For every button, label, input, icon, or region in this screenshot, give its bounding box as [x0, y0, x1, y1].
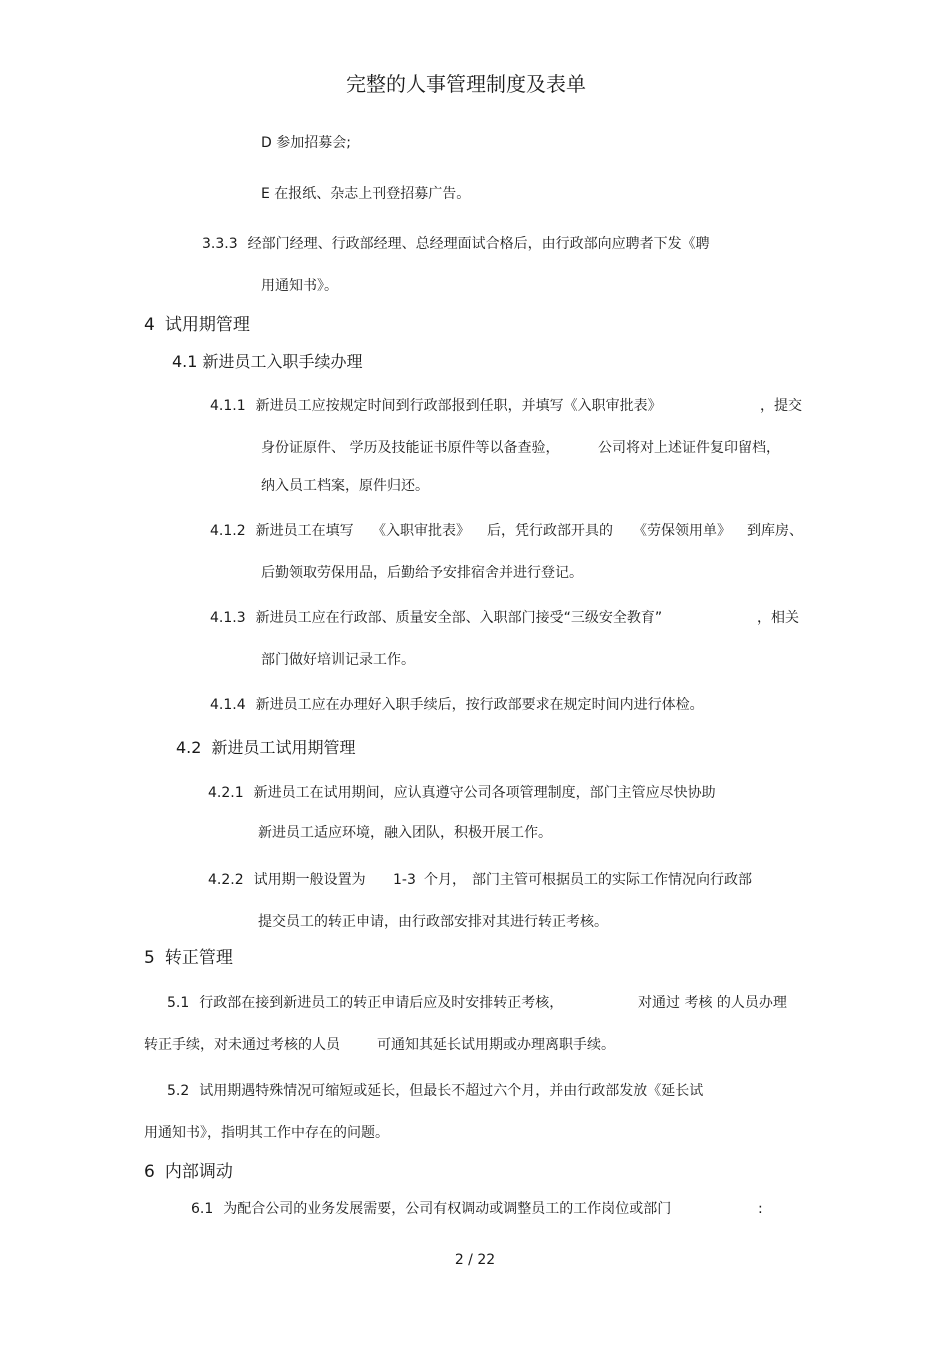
clause-4-1-1-line2: 身份证原件、 学历及技能证书原件等以备查验， [261, 440, 560, 456]
clause-text: 行政部在接到新进员工的转正申请后应及时安排转正考核， [199, 995, 564, 1011]
subsection-heading-4-1: 4.1 新进员工入职手续办理 [172, 352, 363, 371]
list-item-d: D 参加招募会; [261, 135, 351, 151]
section-number: 5 [144, 948, 155, 968]
clause-4-1-1-line3: 纳入员工档案，原件归还。 [261, 478, 429, 494]
page-number: 2 / 22 [454, 1252, 496, 1268]
form-name-labor-protection: 《劳保领用单》 [633, 523, 731, 539]
clause-number: 5.1 [167, 995, 190, 1011]
clause-text: 新进员工在填写 [255, 523, 354, 539]
clause-3-3-3 [202, 234, 710, 254]
clause-text: 新进员工应在办理好入职手续后，按行政部要求在规定时间内进行体检。 [255, 697, 704, 713]
probation-months: 1-3 [393, 872, 416, 888]
clause-4-1-3 [210, 608, 662, 628]
clause-text: 试用期一般设置为 [253, 872, 366, 888]
clause-4-1-2 [210, 521, 354, 541]
clause-4-2-2-line2: 提交员工的转正申请，由行政部安排对其进行转正考核。 [258, 914, 608, 930]
clause-5-1-tail: 对通过 考核 的人员办理 [638, 995, 787, 1011]
clause-text: 新进员工在试用期间，应认真遵守公司各项管理制度，部门主管应尽快协助 [253, 785, 716, 801]
form-name-entry-approval: 《入职审批表》 [372, 523, 470, 539]
clause-4-1-1 [210, 396, 662, 416]
clause-4-1-2-mid: 后，凭行政部开具的 [487, 523, 613, 539]
subsection-number: 4.2 [176, 738, 202, 757]
clause-4-1-2-tail: 到库房、 [747, 523, 803, 539]
clause-5-1-line2-tail: 可通知其延长试用期或办理离职手续。 [377, 1037, 615, 1053]
clause-4-1-1-tail: ，提交 [760, 398, 802, 414]
section-title: 内部调动 [164, 1162, 233, 1182]
clause-4-1-2-line2: 后勤领取劳保用品，后勤给予安排宿舍并进行登记。 [261, 565, 583, 581]
clause-4-2-2 [208, 870, 366, 890]
clause-4-2-1-line2: 新进员工适应环境，融入团队，积极开展工作。 [258, 825, 552, 841]
clause-number: 6.1 [191, 1201, 214, 1217]
clause-number: 4.1.2 [210, 523, 246, 539]
clause-4-1-4 [210, 695, 704, 715]
clause-3-3-3-cont: 用通知书》。 [261, 278, 338, 294]
clause-text: 经部门经理、行政部经理、总经理面试合格后，由行政部向应聘者下发《聘 [247, 236, 710, 252]
clause-number: 5.2 [167, 1083, 190, 1099]
clause-number: 4.1.3 [210, 610, 246, 626]
clause-5-1 [167, 993, 563, 1013]
clause-number: 4.1.1 [210, 398, 246, 414]
section-number: 6 [144, 1162, 155, 1182]
clause-4-1-1-line2-tail: 公司将对上述证件复印留档， [598, 440, 780, 456]
clause-text: 新进员工应在行政部、质量安全部、入职部门接受“三级安全教育” [255, 610, 663, 626]
clause-number: 3.3.3 [202, 236, 238, 252]
section-heading-6 [144, 1160, 233, 1184]
page-title: 完整的人事管理制度及表单 [346, 72, 586, 96]
clause-5-2 [167, 1081, 703, 1101]
clause-4-2-2-tail: 部门主管可根据员工的实际工作情况向行政部 [472, 872, 752, 888]
clause-6-1-tail: : [758, 1201, 763, 1217]
subsection-title: 新进员工试用期管理 [211, 738, 356, 757]
clause-text: 新进员工应按规定时间到行政部报到任职，并填写《入职审批表》 [255, 398, 662, 414]
clause-4-2-2-unit: 个月， [424, 872, 466, 888]
section-title: 转正管理 [164, 948, 233, 968]
clause-number: 4.1.4 [210, 697, 246, 713]
clause-text: 为配合公司的业务发展需要，公司有权调动或调整员工的工作岗位或部门 [223, 1201, 672, 1217]
clause-4-1-3-line2: 部门做好培训记录工作。 [261, 652, 415, 668]
clause-5-1-line2: 转正手续，对未通过考核的人员 [144, 1037, 340, 1053]
section-number: 4 [144, 315, 155, 335]
section-heading-5 [144, 946, 233, 970]
clause-5-2-line2: 用通知书》，指明其工作中存在的问题。 [144, 1125, 389, 1141]
clause-number: 4.2.1 [208, 785, 244, 801]
clause-4-1-3-tail: ，相关 [757, 610, 799, 626]
clause-6-1 [191, 1199, 671, 1219]
subsection-heading-4-2 [176, 737, 355, 759]
clause-4-2-1 [208, 783, 716, 803]
section-title: 试用期管理 [164, 315, 250, 335]
clause-text: 试用期遇特殊情况可缩短或延长，但最长不超过六个月，并由行政部发放《延长试 [199, 1083, 704, 1099]
clause-number: 4.2.2 [208, 872, 244, 888]
section-heading-4 [144, 313, 250, 337]
list-item-e: E 在报纸、杂志上刊登招募广告。 [261, 186, 471, 202]
